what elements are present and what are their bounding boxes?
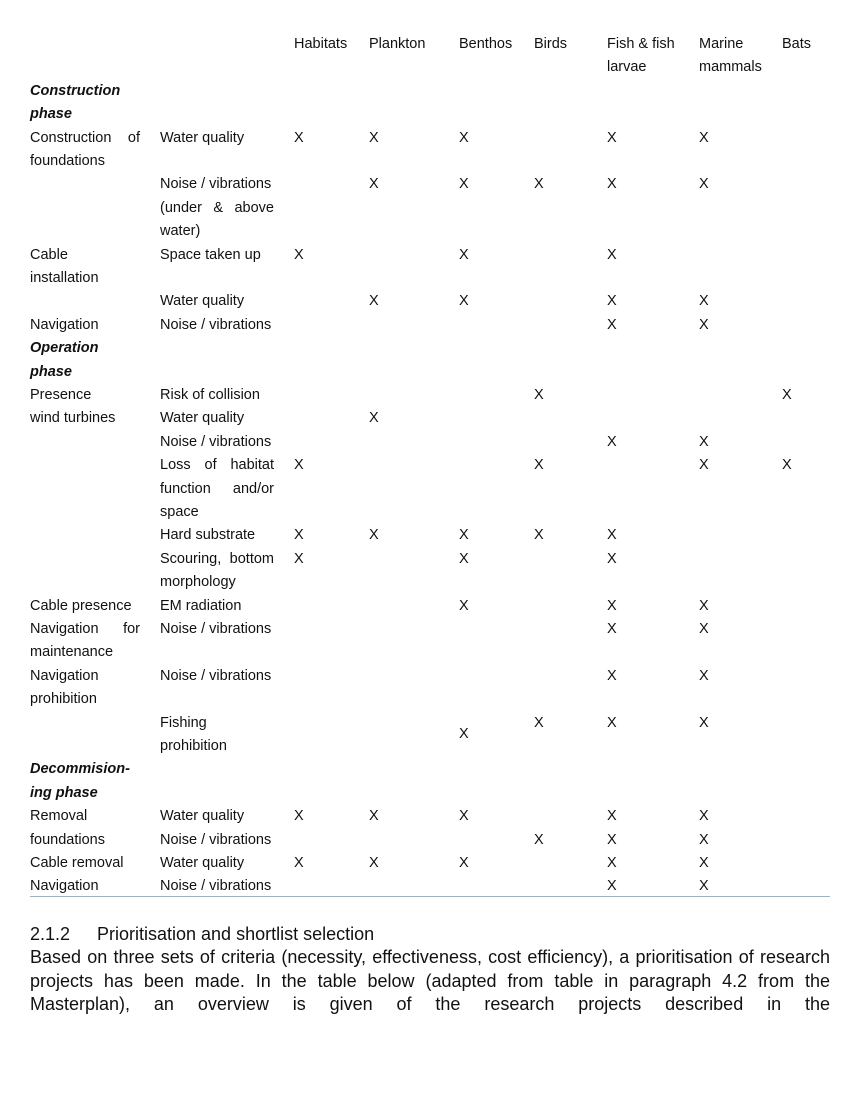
phase-label: Operation	[30, 340, 99, 357]
impact-mark: X	[294, 808, 304, 825]
section-heading	[30, 922, 830, 946]
impact-mark: X	[607, 808, 617, 825]
impact-mark: X	[294, 129, 304, 146]
effect-label: Water quality	[160, 808, 245, 825]
section-title: Prioritisation and shortlist selection	[97, 924, 375, 944]
impact-mark: X	[534, 831, 544, 848]
impact-mark: X	[607, 597, 617, 614]
phase-label: phase	[30, 106, 72, 123]
impact-mark: X	[699, 714, 709, 731]
impact-mark: X	[534, 387, 544, 403]
activity-label: wind turbines	[30, 410, 116, 427]
column-header: Benthos	[459, 36, 513, 52]
impact-mark: X	[294, 550, 304, 567]
phase-label: ing phase	[30, 784, 98, 801]
impact-mark: X	[607, 316, 617, 333]
impact-mark: X	[607, 527, 617, 544]
activity-label: Removal	[30, 808, 88, 825]
impact-mark: X	[699, 878, 709, 895]
effect-label: Water quality	[160, 855, 245, 871]
impact-mark: X	[782, 387, 792, 403]
activity-label: Navigation for	[30, 621, 140, 637]
column-header: Marine mammals	[699, 36, 762, 76]
impact-mark: X	[294, 457, 304, 474]
impact-mark: X	[782, 457, 792, 474]
impact-mark: X	[459, 808, 469, 825]
impact-mark: X	[699, 457, 709, 474]
activity-label: maintenance	[30, 644, 114, 661]
impact-mark: X	[294, 855, 304, 871]
column-header: Bats	[782, 36, 812, 52]
activity-label: Cable removal	[30, 855, 124, 871]
effect-label: Noise / vibrations	[160, 176, 272, 193]
impact-mark: X	[369, 129, 379, 146]
effect-label: morphology	[160, 574, 236, 591]
effect-label: Space taken up	[160, 246, 261, 263]
impact-mark: X	[534, 527, 544, 544]
effect-label: Noise / vibrations	[160, 433, 272, 450]
impact-mark: X	[699, 808, 709, 825]
impact-mark: X	[294, 527, 304, 544]
effect-label: EM radiation	[160, 597, 242, 614]
effect-label: (under & above	[160, 199, 274, 216]
section-2-1-2	[30, 922, 830, 1017]
impact-mark: X	[699, 176, 709, 193]
column-header: Birds	[534, 36, 568, 52]
column-header: Habitats	[294, 36, 348, 52]
effect-label: Hard substrate	[160, 527, 256, 544]
impact-mark: X	[699, 621, 709, 637]
impact-mark: X	[607, 667, 617, 684]
effect-label: Noise / vibrations	[160, 621, 272, 637]
impact-mark: X	[369, 410, 379, 427]
effect-label: prohibition	[160, 738, 227, 754]
activity-label: Construction of	[30, 129, 140, 146]
impact-mark: X	[459, 527, 469, 544]
impact-mark: X	[699, 433, 709, 450]
impact-mark: X	[699, 316, 709, 333]
effect-label: Fishing	[160, 714, 207, 731]
impact-mark: X	[369, 808, 379, 825]
effect-label: Water quality	[160, 129, 245, 146]
column-header: Fish & fish larvae	[607, 36, 675, 76]
effect-label: Water quality	[160, 410, 245, 427]
impact-mark: X	[534, 457, 544, 474]
effect-label: Noise / vibrations	[160, 831, 272, 848]
effect-label: space	[160, 504, 199, 520]
column-header: Plankton	[369, 36, 426, 52]
impact-mark: X	[607, 129, 617, 146]
effect-label: function and/or	[160, 480, 274, 497]
effect-label: Water quality	[160, 293, 245, 310]
impact-mark: X	[607, 246, 617, 263]
impact-mark: X	[699, 597, 709, 614]
impact-mark: X	[607, 855, 617, 871]
effect-label: Noise / vibrations	[160, 878, 272, 895]
phase-label: Decommision-	[30, 761, 130, 778]
impact-mark: X	[459, 855, 469, 871]
effect-label: Noise / vibrations	[160, 316, 272, 333]
impact-mark: X	[534, 714, 544, 731]
impact-mark: X	[369, 176, 379, 193]
impact-mark: X	[699, 667, 709, 684]
effect-label: Loss of habitat	[160, 457, 274, 474]
activity-label: Navigation	[30, 667, 99, 684]
phase-label: Construction	[30, 82, 121, 99]
impact-mark: X	[607, 831, 617, 848]
activity-label: foundations	[30, 153, 105, 169]
activity-label: Navigation	[30, 878, 99, 895]
impact-mark: X	[294, 246, 304, 263]
effect-label: Risk of collision	[160, 387, 260, 403]
impact-mark: X	[459, 246, 469, 263]
effect-label: water)	[160, 223, 201, 240]
activity-label: installation	[30, 270, 99, 286]
activity-label: Cable presence	[30, 597, 132, 614]
impact-mark: X	[459, 597, 469, 614]
impact-mark: X	[459, 726, 469, 743]
impact-mark: X	[699, 293, 709, 310]
impact-mark: X	[607, 433, 617, 450]
impact-mark: X	[699, 855, 709, 871]
effect-label: Scouring, bottom	[160, 550, 274, 567]
section-number: 2.1.2	[30, 924, 71, 944]
impact-mark: X	[369, 527, 379, 544]
impact-mark: X	[607, 621, 617, 637]
impact-mark: X	[607, 176, 617, 193]
effect-label: Noise / vibrations	[160, 667, 272, 684]
impact-mark: X	[369, 293, 379, 310]
impact-mark: X	[607, 878, 617, 895]
activity-label: Navigation	[30, 316, 99, 333]
impact-mark: X	[607, 550, 617, 567]
table-bottom-rule	[30, 896, 830, 897]
impact-mark: X	[699, 129, 709, 146]
impact-mark: X	[607, 714, 617, 731]
impact-mark: X	[459, 129, 469, 146]
impact-mark: X	[699, 831, 709, 848]
phase-label: phase	[30, 363, 72, 380]
impact-mark: X	[459, 176, 469, 193]
impact-mark: X	[369, 855, 379, 871]
impact-mark: X	[459, 550, 469, 567]
activity-label: prohibition	[30, 691, 97, 708]
activity-label: Cable	[30, 246, 68, 263]
impact-mark: X	[607, 293, 617, 310]
section-paragraph: Based on three sets of criteria (necessity, effectiveness, cost efficiency), a prioritisation of research projects has been made. In the table below (adapted from table in paragraph 4.2 from the Masterplan), an overview is given of the research projects described in the	[30, 947, 830, 1014]
activity-label: foundations	[30, 831, 105, 848]
impact-mark: X	[459, 293, 469, 310]
activity-label: Presence	[30, 387, 92, 403]
impact-mark: X	[534, 176, 544, 193]
